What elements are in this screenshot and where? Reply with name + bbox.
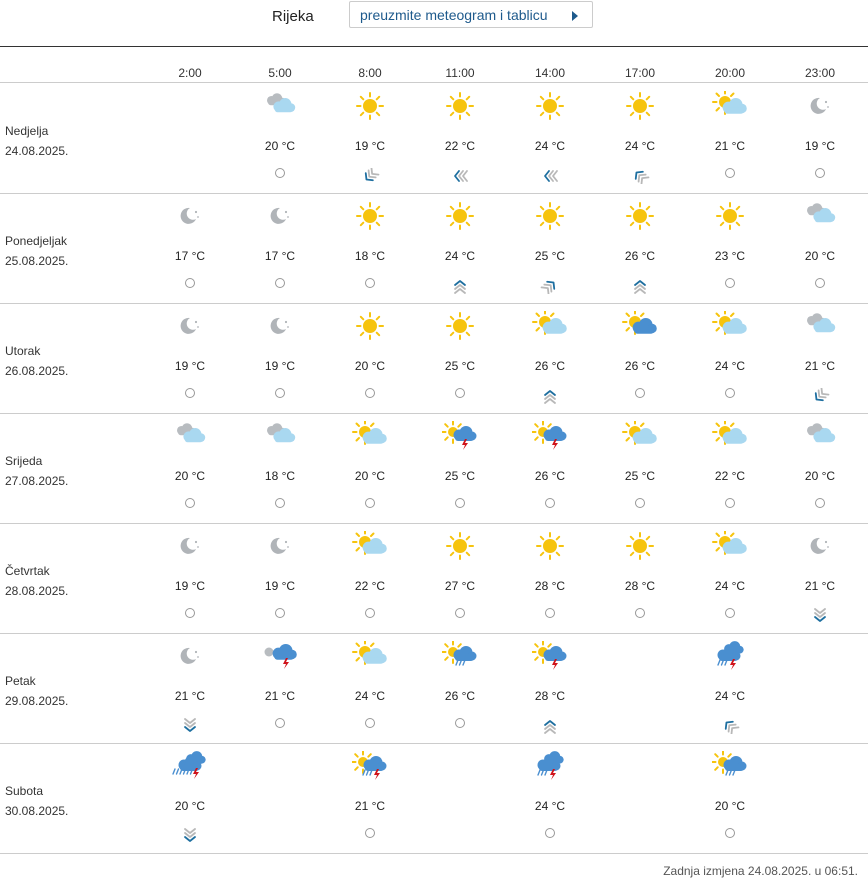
hour-label: 20:00 — [714, 66, 746, 80]
moon-icon — [262, 311, 298, 341]
forecast-cell — [420, 523, 500, 633]
temperature: 20 °C — [714, 799, 746, 813]
forecast-cell — [510, 633, 590, 743]
temperature: 23 °C — [714, 249, 746, 263]
forecast-cell — [330, 193, 410, 303]
forecast-cell — [240, 413, 320, 523]
forecast-cell — [330, 633, 410, 743]
sun-icon — [712, 201, 748, 231]
hour-label: 5:00 — [268, 66, 292, 80]
north-wind-icon — [180, 828, 200, 844]
moon-icon — [172, 531, 208, 561]
day-date: 26.08.2025. — [5, 364, 69, 378]
temperature: 20 °C — [354, 469, 386, 483]
temperature: 21 °C — [354, 799, 386, 813]
calm-wind-icon — [815, 498, 825, 508]
hours-header — [0, 64, 868, 83]
day-label — [5, 231, 68, 271]
moon-icon — [172, 641, 208, 671]
temperature: 27 °C — [444, 579, 476, 593]
sun-thunderstorm-icon — [442, 421, 478, 451]
temperature: 24 °C — [624, 139, 656, 153]
temperature: 22 °C — [714, 469, 746, 483]
forecast-cell — [510, 413, 590, 523]
calm-wind-icon — [815, 278, 825, 288]
forecast-cell — [330, 83, 410, 193]
temperature: 24 °C — [714, 579, 746, 593]
partly-cloudy-icon — [622, 421, 658, 451]
forecast-cell — [600, 193, 680, 303]
calm-wind-icon — [635, 388, 645, 398]
night-cloudy-icon — [802, 201, 838, 231]
temperature: 18 °C — [264, 469, 296, 483]
calm-wind-icon — [275, 718, 285, 728]
calm-wind-icon — [815, 168, 825, 178]
temperature: 17 °C — [264, 249, 296, 263]
sun-dark-cloud-icon — [622, 311, 658, 341]
forecast-cell — [510, 193, 590, 303]
forecast-cell — [150, 523, 230, 633]
forecast-cell — [510, 303, 590, 413]
last-update: Zadnja izmjena 24.08.2025. u 06:51. — [663, 864, 858, 878]
calm-wind-icon — [275, 498, 285, 508]
calm-wind-icon — [725, 388, 735, 398]
north-wind-icon — [810, 608, 830, 624]
forecast-cell — [690, 193, 770, 303]
day-row — [0, 633, 868, 744]
calm-wind-icon — [635, 498, 645, 508]
temperature: 20 °C — [174, 469, 206, 483]
sun-icon — [532, 201, 568, 231]
temperature: 28 °C — [534, 579, 566, 593]
temperature: 24 °C — [354, 689, 386, 703]
night-cloudy-icon — [802, 311, 838, 341]
temperature: 20 °C — [804, 469, 836, 483]
calm-wind-icon — [185, 498, 195, 508]
temperature: 20 °C — [174, 799, 206, 813]
hour-label: 17:00 — [624, 66, 656, 80]
temperature: 24 °C — [534, 799, 566, 813]
temperature: 24 °C — [714, 359, 746, 373]
calm-wind-icon — [275, 168, 285, 178]
sun-icon — [442, 201, 478, 231]
day-label — [5, 451, 68, 491]
day-label — [5, 781, 68, 821]
forecast-cell — [690, 83, 770, 193]
calm-wind-icon — [455, 608, 465, 618]
temperature: 24 °C — [714, 689, 746, 703]
temperature: 21 °C — [174, 689, 206, 703]
calm-wind-icon — [725, 608, 735, 618]
calm-wind-icon — [185, 388, 195, 398]
forecast-cell — [150, 633, 230, 743]
sun-icon — [352, 311, 388, 341]
night-cloudy-icon — [262, 91, 298, 121]
temperature: 21 °C — [714, 139, 746, 153]
moon-icon — [802, 91, 838, 121]
sun-icon — [352, 201, 388, 231]
day-row — [0, 523, 868, 634]
calm-wind-icon — [545, 608, 555, 618]
forecast-cell — [330, 523, 410, 633]
caret-right-icon — [572, 11, 578, 21]
partly-cloudy-icon — [352, 421, 388, 451]
calm-wind-icon — [275, 278, 285, 288]
calm-wind-icon — [455, 718, 465, 728]
temperature: 28 °C — [534, 689, 566, 703]
forecast-cell — [150, 193, 230, 303]
thunderstorm-icon — [712, 641, 748, 671]
forecast-cell — [690, 633, 770, 743]
temperature: 26 °C — [444, 689, 476, 703]
forecast-cell — [780, 413, 860, 523]
temperature: 18 °C — [354, 249, 386, 263]
forecast-cell — [690, 743, 770, 853]
moon-icon — [172, 311, 208, 341]
south-wind-icon — [630, 278, 650, 294]
hour-label: 2:00 — [178, 66, 202, 80]
hour-label: 14:00 — [534, 66, 566, 80]
sun-icon — [442, 311, 478, 341]
forecast-cell — [330, 303, 410, 413]
meteogram-button-label: preuzmite meteogram i tablicu — [360, 6, 548, 23]
partly-cloudy-icon — [712, 91, 748, 121]
forecast-cell — [240, 83, 320, 193]
calm-wind-icon — [725, 828, 735, 838]
sun-thunder-rain-icon — [352, 751, 388, 781]
temperature: 25 °C — [534, 249, 566, 263]
day-name: Ponedjeljak — [5, 234, 68, 248]
day-name: Petak — [5, 674, 36, 688]
night-thunderstorm-icon — [262, 641, 298, 671]
sun-icon — [352, 91, 388, 121]
partly-cloudy-icon — [712, 531, 748, 561]
calm-wind-icon — [455, 498, 465, 508]
sun-icon — [442, 531, 478, 561]
temperature: 25 °C — [444, 469, 476, 483]
hour-label: 11:00 — [445, 66, 475, 80]
temperature: 19 °C — [804, 139, 836, 153]
meteogram-download-button[interactable] — [349, 1, 593, 28]
forecast-cell — [780, 523, 860, 633]
temperature: 24 °C — [444, 249, 476, 263]
partly-cloudy-icon — [712, 421, 748, 451]
calm-wind-icon — [545, 828, 555, 838]
east-wind-icon — [540, 168, 560, 184]
day-label — [5, 561, 68, 601]
south-wind-icon — [540, 718, 560, 734]
southeast-wind-icon — [630, 168, 650, 184]
temperature: 22 °C — [444, 139, 476, 153]
temperature: 28 °C — [624, 579, 656, 593]
forecast-cell — [510, 83, 590, 193]
day-name: Četvrtak — [5, 564, 50, 578]
forecast-cell — [420, 633, 500, 743]
calm-wind-icon — [365, 388, 375, 398]
forecast-cell — [690, 303, 770, 413]
night-cloudy-icon — [802, 421, 838, 451]
temperature: 17 °C — [174, 249, 206, 263]
forecast-cell — [690, 523, 770, 633]
top-bar — [0, 0, 868, 47]
forecast-cell — [420, 413, 500, 523]
sun-icon — [532, 91, 568, 121]
calm-wind-icon — [185, 278, 195, 288]
calm-wind-icon — [725, 498, 735, 508]
partly-cloudy-icon — [352, 531, 388, 561]
sun-icon — [532, 531, 568, 561]
temperature: 25 °C — [444, 359, 476, 373]
day-row — [0, 303, 868, 414]
calm-wind-icon — [725, 168, 735, 178]
temperature: 19 °C — [264, 579, 296, 593]
day-row — [0, 413, 868, 524]
forecast-cell — [420, 193, 500, 303]
forecast-cell — [510, 523, 590, 633]
temperature: 20 °C — [264, 139, 296, 153]
temperature: 24 °C — [534, 139, 566, 153]
thunderstorm-icon — [532, 751, 568, 781]
forecast-cell — [600, 413, 680, 523]
heavy-rain-thunder-icon — [172, 751, 208, 781]
hour-label: 23:00 — [804, 66, 836, 80]
moon-icon — [172, 201, 208, 231]
temperature: 21 °C — [804, 359, 836, 373]
moon-icon — [262, 201, 298, 231]
day-row — [0, 743, 868, 854]
temperature: 21 °C — [804, 579, 836, 593]
forecast-cell — [150, 303, 230, 413]
forecast-cell — [150, 743, 230, 853]
temperature: 26 °C — [534, 359, 566, 373]
sun-thunderstorm-icon — [532, 421, 568, 451]
day-date: 25.08.2025. — [5, 254, 69, 268]
forecast-cell — [330, 743, 410, 853]
forecast-cell — [510, 743, 590, 853]
day-date: 28.08.2025. — [5, 584, 69, 598]
forecast-cell — [420, 303, 500, 413]
calm-wind-icon — [365, 608, 375, 618]
temperature: 19 °C — [264, 359, 296, 373]
calm-wind-icon — [635, 608, 645, 618]
forecast-cell — [780, 303, 860, 413]
forecast-cell — [600, 303, 680, 413]
north-wind-icon — [180, 718, 200, 734]
sun-rain-icon — [712, 751, 748, 781]
moon-icon — [802, 531, 838, 561]
temperature: 25 °C — [624, 469, 656, 483]
hour-label: 8:00 — [358, 66, 382, 80]
calm-wind-icon — [725, 278, 735, 288]
forecast-cell — [240, 303, 320, 413]
calm-wind-icon — [365, 718, 375, 728]
day-label — [5, 671, 68, 711]
day-date: 29.08.2025. — [5, 694, 69, 708]
day-name: Subota — [5, 784, 44, 798]
day-name: Srijeda — [5, 454, 43, 468]
partly-cloudy-icon — [352, 641, 388, 671]
forecast-cell — [420, 83, 500, 193]
temperature: 21 °C — [264, 689, 296, 703]
southeast-wind-icon — [720, 718, 740, 734]
forecast-cell — [600, 83, 680, 193]
day-date: 24.08.2025. — [5, 144, 69, 158]
temperature: 20 °C — [804, 249, 836, 263]
calm-wind-icon — [455, 388, 465, 398]
sun-thunderstorm-icon — [532, 641, 568, 671]
calm-wind-icon — [365, 828, 375, 838]
day-row — [0, 193, 868, 304]
sun-icon — [622, 91, 658, 121]
forecast-cell — [600, 523, 680, 633]
calm-wind-icon — [545, 498, 555, 508]
sun-icon — [622, 201, 658, 231]
forecast-cell — [240, 523, 320, 633]
east-wind-strong-icon — [450, 168, 470, 184]
temperature: 20 °C — [354, 359, 386, 373]
temperature: 26 °C — [534, 469, 566, 483]
calm-wind-icon — [275, 388, 285, 398]
northeast-wind-icon — [810, 388, 830, 404]
sun-rain-icon — [442, 641, 478, 671]
sun-icon — [442, 91, 478, 121]
calm-wind-icon — [185, 608, 195, 618]
calm-wind-icon — [365, 498, 375, 508]
day-label — [5, 341, 68, 381]
night-cloudy-icon — [262, 421, 298, 451]
day-date: 27.08.2025. — [5, 474, 69, 488]
day-name: Utorak — [5, 344, 41, 358]
forecast-cell — [690, 413, 770, 523]
calm-wind-icon — [275, 608, 285, 618]
forecast-cell — [150, 413, 230, 523]
temperature: 26 °C — [624, 249, 656, 263]
city-name: Rijeka — [272, 8, 314, 25]
night-cloudy-icon — [172, 421, 208, 451]
sun-icon — [622, 531, 658, 561]
calm-wind-icon — [365, 278, 375, 288]
south-wind-icon — [450, 278, 470, 294]
northeast-wind-icon — [360, 168, 380, 184]
south-wind-icon — [540, 388, 560, 404]
day-row — [0, 83, 868, 194]
forecast-cell — [240, 193, 320, 303]
day-date: 30.08.2025. — [5, 804, 69, 818]
day-name: Nedjelja — [5, 124, 49, 138]
forecast-cell — [780, 193, 860, 303]
forecast-cell — [330, 413, 410, 523]
temperature: 19 °C — [354, 139, 386, 153]
partly-cloudy-icon — [532, 311, 568, 341]
temperature: 22 °C — [354, 579, 386, 593]
day-label — [5, 121, 68, 161]
southwest-wind-icon — [540, 278, 560, 294]
temperature: 26 °C — [624, 359, 656, 373]
forecast-cell — [780, 83, 860, 193]
moon-icon — [262, 531, 298, 561]
temperature: 19 °C — [174, 359, 206, 373]
temperature: 19 °C — [174, 579, 206, 593]
partly-cloudy-icon — [712, 311, 748, 341]
forecast-cell — [240, 633, 320, 743]
